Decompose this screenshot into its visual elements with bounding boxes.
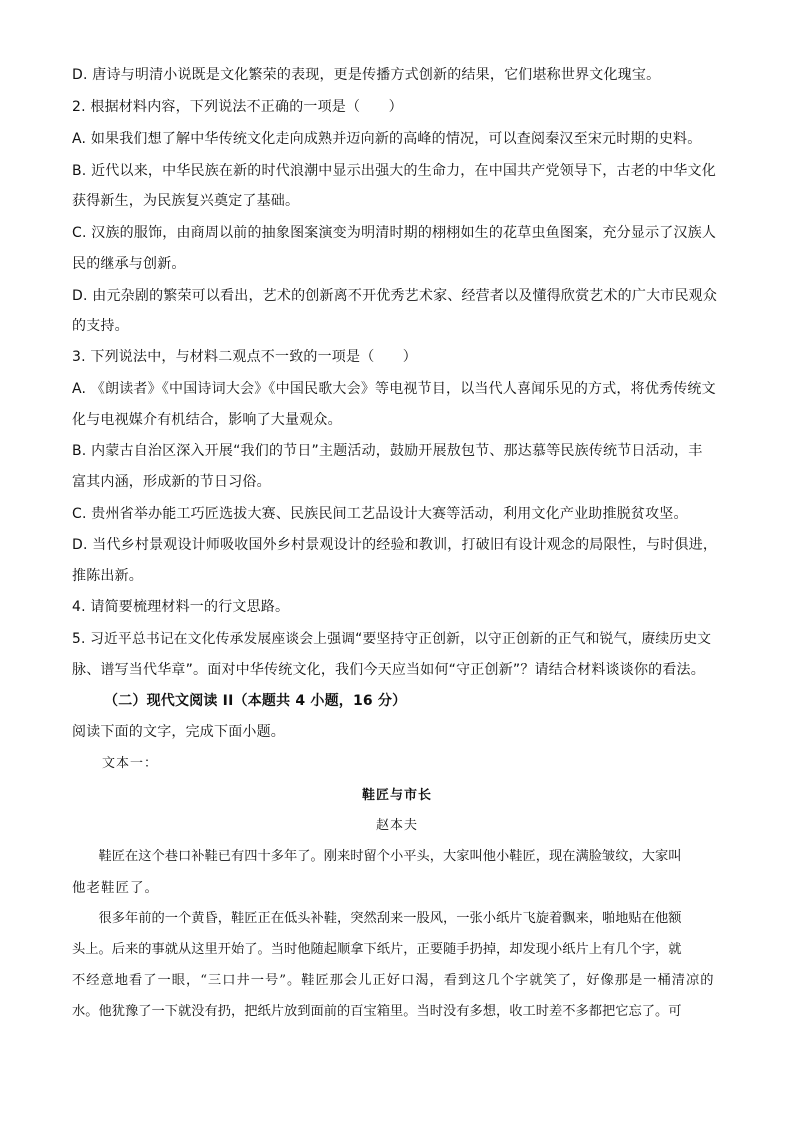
section-heading: （二）现代文阅读 II（本题共 4 小题，16 分） — [104, 693, 407, 709]
question-5: 5. 习近平总书记在文化传承发展座谈会上强调“要坚持守正创新，以守正创新的正气和锐气，赓续历史文 — [72, 631, 712, 647]
option-d-q1: D. 唐诗与明清小说既是文化繁荣的表现，更是传播方式创新的结果，它们堪称世界文化瑰宝。 — [72, 67, 661, 83]
story-paragraph-line: 头上。后来的事就从这里开始了。当时他随起顺拿下纸片，正要随手扔掉，却发现小纸片上有几个字，就 — [72, 942, 682, 957]
story-title: 鞋匠与市长 — [361, 788, 432, 803]
option-c-q2: C. 汉族的服饰，由商周以前的抽象图案演变为明清时期的栩栩如生的花草虫鱼图案，充分显示了汉族人 — [72, 225, 717, 241]
option-d-q2-cont: 的支持。 — [72, 318, 129, 334]
story-author: 赵本夫 — [375, 818, 418, 833]
story-paragraph-line: 不经意地看了一眼，“三口井一号”。鞋匠那会儿正好口渴，看到这几个字就笑了，好像那是一桶清凉的 — [72, 973, 715, 988]
option-a-q3: A. 《朗读者》《中国诗词大会》《中国民歌大会》等电视节目，以当代人喜闻乐见的方式，将优秀传统文 — [72, 381, 716, 397]
option-a-q2: A. 如果我们想了解中华传统文化走向成熟并迈向新的高峰的情况，可以查阅秦汉至宋元时期的史料。 — [72, 131, 702, 147]
reading-instruction: 阅读下面的文字，完成下面小题。 — [72, 724, 285, 740]
story-paragraph-line: 鞋匠在这个巷口补鞋已有四十多年了。刚来时留个小平头，大家叫他小鞋匠，现在满脸皱纹，大家叫 — [72, 849, 682, 864]
option-d-q2: D. 由元杂剧的繁荣可以看出，艺术的创新离不开优秀艺术家、经营者以及懂得欣赏艺术的广大市民观众 — [72, 288, 718, 304]
question-4: 4. 请简要梳理材料一的行文思路。 — [72, 599, 290, 615]
option-d-q3-cont: 推陈出新。 — [72, 568, 143, 584]
question-3: 3. 下列说法中，与材料二观点不一致的一项是（ ） — [72, 349, 418, 365]
option-d-q3: D. 当代乡村景观设计师吸收国外乡村景观设计的经验和教训，打破旧有设计观念的局限性，与时俱进， — [72, 537, 718, 553]
story-paragraph-line: 他老鞋匠了。 — [72, 880, 159, 896]
option-b-q2: B. 近代以来，中华民族在新的时代浪潮中显示出强大的生命力，在中国共产党领导下，古老的中华文化 — [72, 163, 716, 179]
option-c-q2-cont: 民的继承与创新。 — [72, 256, 186, 272]
option-c-q3: C. 贵州省举办能工巧匠选拔大赛、民族民间工艺品设计大赛等活动，利用文化产业助推脱贫攻坚。 — [72, 506, 688, 522]
option-b-q3-cont: 富其内涵，形成新的节日习俗。 — [72, 474, 271, 490]
question-5-cont: 脉、谱写当代华章”。面对中华传统文化，我们今天应当如何“守正创新”？请结合材料谈谈你的看法。 — [72, 662, 705, 678]
text-label: 文本一： — [102, 756, 159, 771]
question-2: 2. 根据材料内容，下列说法不正确的一项是（ ） — [72, 99, 403, 115]
option-b-q3: B. 内蒙古自治区深入开展“我们的节日”主题活动，鼓励开展敖包节、那达慕等民族传统节日活动，丰 — [72, 443, 703, 459]
option-b-q2-cont: 获得新生，为民族复兴奠定了基础。 — [72, 193, 300, 209]
story-paragraph-line: 很多年前的一个黄昏，鞋匠正在低头补鞋，突然刮来一股风，一张小纸片飞旋着飘来，啪地贴在他额 — [72, 911, 682, 926]
option-a-q3-cont: 化与电视媒介有机结合，影响了大量观众。 — [72, 412, 342, 428]
story-paragraph-line: 水。他犹豫了一下就没有扔，把纸片放到面前的百宝箱里。当时没有多想，收工时差不多都把它忘了。可 — [72, 1004, 682, 1019]
